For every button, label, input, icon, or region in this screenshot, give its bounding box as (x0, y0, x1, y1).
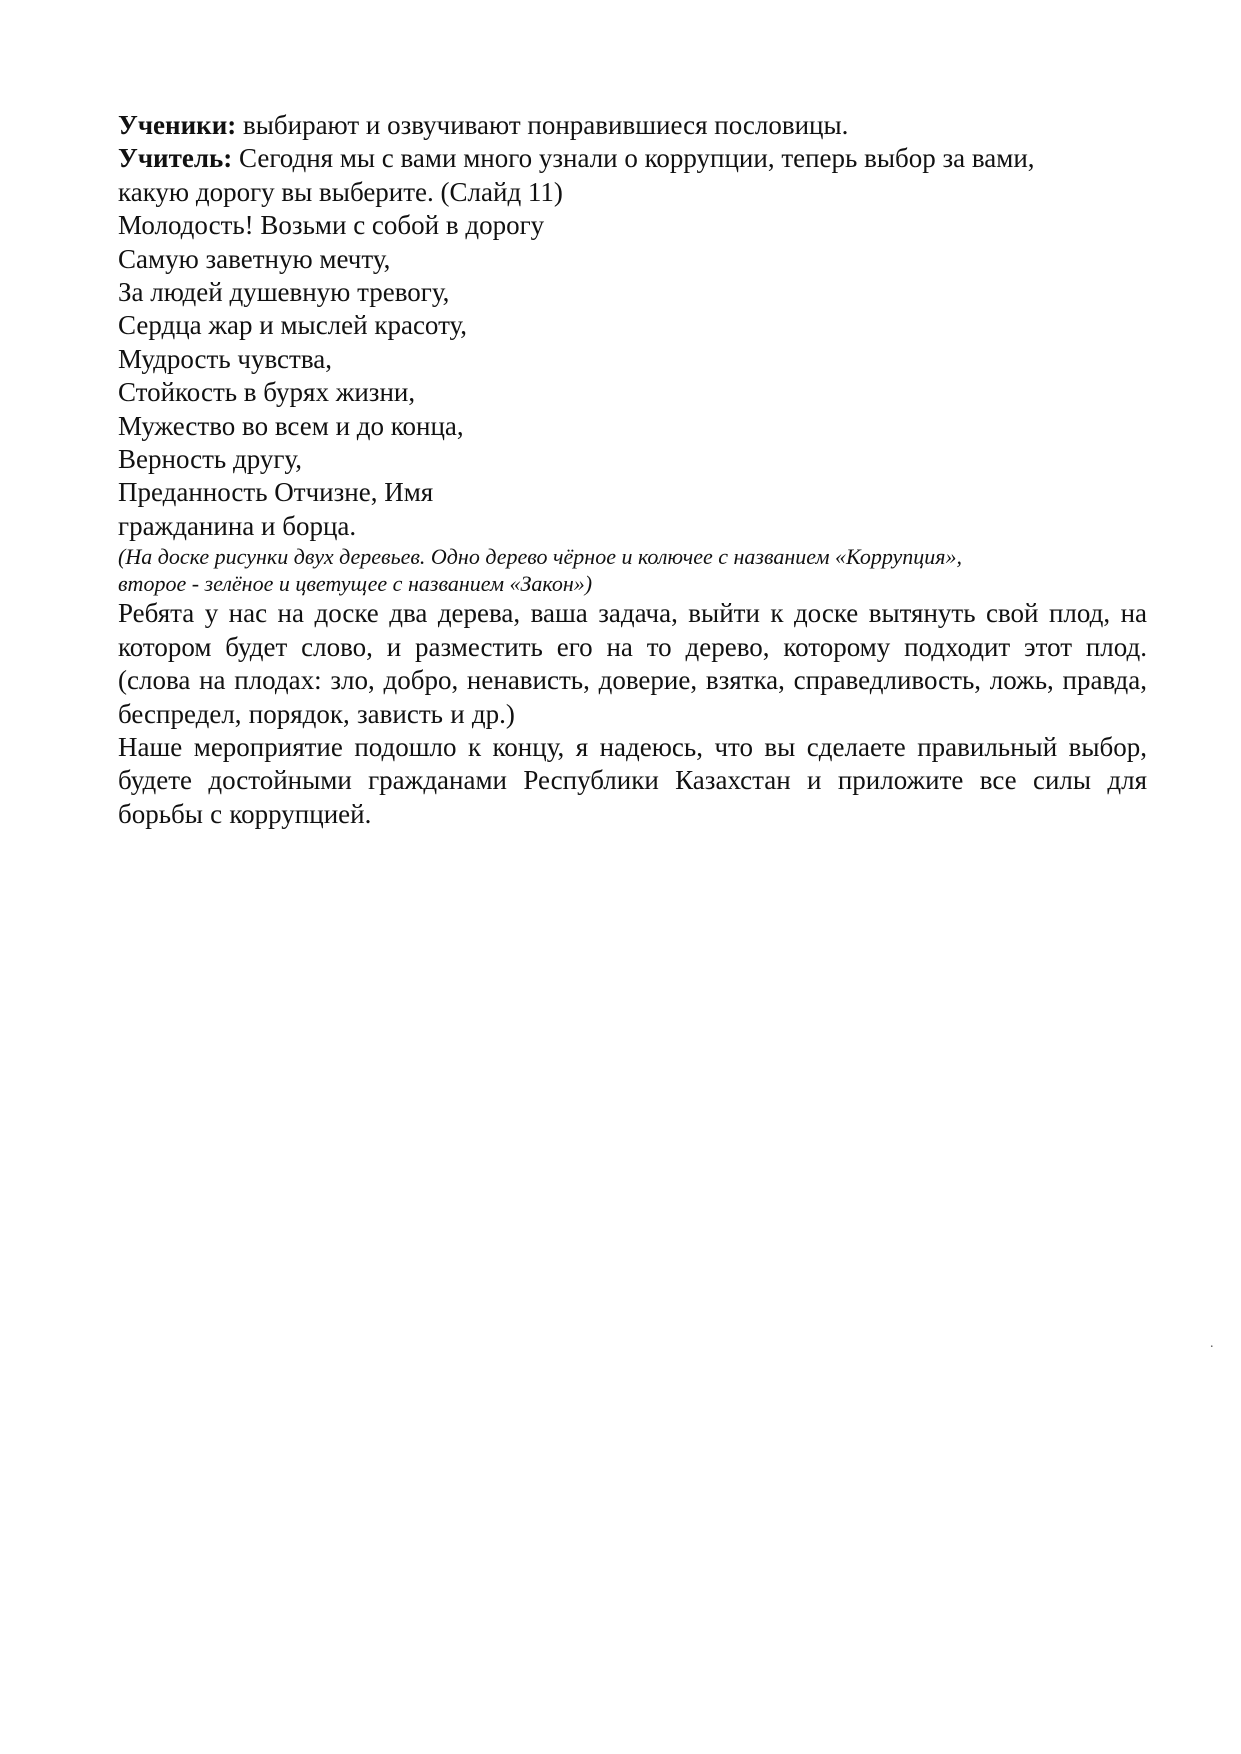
poem-line: За людей душевную тревогу, (118, 277, 450, 308)
closing-paragraph: Наше мероприятие подошло к концу, я надеюсь, что вы сделаете правильный выбор, будете достойными гражданами Республики Казахстан и приложите все силы для борьбы с коррупцией. (118, 731, 1147, 829)
poem-line: Молодость! Возьми с собой в дорогу (118, 210, 545, 241)
poem-line: Стойкость в бурях жизни, (118, 377, 416, 408)
poem-line: Самую заветную мечту, (118, 243, 391, 274)
poem-line: Мудрость чувства, (118, 343, 332, 374)
poem-line: Верность другу, (118, 444, 302, 475)
poem-line: Сердца жар и мыслей красоту, (118, 310, 468, 341)
document-body (118, 109, 1147, 831)
speaker-teacher: Учитель: (118, 143, 233, 174)
teacher-line-text: Сегодня мы с вами много узнали о коррупции, теперь выбор за вами, (232, 143, 1035, 174)
students-line-text: выбирают и озвучивают понравившиеся пословицы. (236, 110, 849, 140)
poem-line: гражданина и борца. (118, 510, 357, 541)
stray-mark: . (1210, 1336, 1214, 1351)
students-line (118, 109, 1147, 142)
teacher-line (118, 142, 1147, 175)
speaker-students: Ученики: (118, 110, 237, 140)
poem-line: Преданность Отчизне, Имя (118, 477, 434, 508)
stage-direction-line: второе - зелёное и цветущее с названием «Закон») (118, 571, 593, 597)
trees-task-paragraph: Ребята у нас на доске два дерева, ваша задача, выйти к доске вытянуть свой плод, на котором будет слово, и разместить его на то дерево, которому подходит этот плод. (слова на плодах: зло, добро, ненависть, доверие, взятка, справедливость, ложь, правда, беспредел, порядок, зависть и др.) (118, 598, 1147, 729)
stage-direction-line: (На доске рисунки двух деревьев. Одно дерево чёрное и колючее с названием «Коррупция», (118, 544, 963, 570)
poem-line: Мужество во всем и до конца, (118, 410, 464, 441)
teacher-line-continued: какую дорогу вы выберите. (Слайд 11) (118, 176, 563, 207)
